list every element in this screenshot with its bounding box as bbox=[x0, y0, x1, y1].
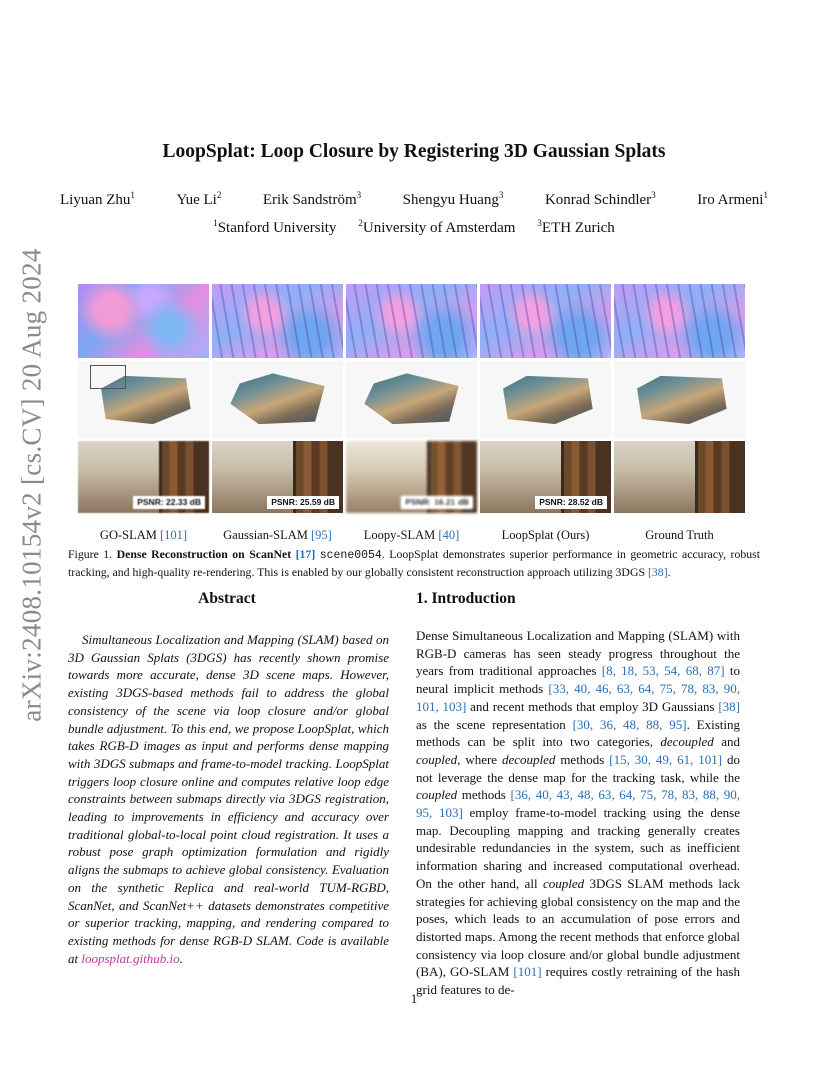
author: Konrad Schindler$^3$ bbox=[544, 190, 656, 208]
author: Yue Li$^2$ bbox=[176, 190, 222, 208]
affiliation-list bbox=[0, 220, 828, 237]
abstract-body: Simultaneous Localization and Mapping (SLAM) based on 3D Gaussian Splats (3DGS) has recently shown promise towards more accurate, dense 3D scene maps. However, existing 3DGS-based methods fail to address the global consistency of the scene via loop closure and/or global bundle adjustment. To this end, we propose LoopSplat, which takes RGB-D images as input and performs dense mapping with 3DGS submaps and frame-to-model tracking. LoopSplat triggers loop closure online and computes relative loop edge constraints between submaps directly via 3DGS registration, leading to improvements in efficiency and accuracy over traditional global-to-local point cloud registration. It uses a robust pose graph optimization formulation and rigidly aligns the submaps to achieve global consistency. Evaluation on the synthetic Replica and real-world TUM-RGBD, ScanNet, and ScanNet++ datasets demonstrates competitive or superior tracking, mapping, and rendering compared to existing methods for dense RGB-D SLAM. Code is available at loopsplat.github.io. bbox=[68, 632, 389, 966]
figure-caption: Figure 1. Dense Reconstruction on ScanNet [17] scene0054. LoopSplat demonstrates superior performance in geometric accuracy, robust tracking, and high-quality re-rendering. This is enabled by our globally consistent reconstruction approach utilizing 3DGS [38]. bbox=[68, 547, 761, 579]
column-label: LoopSplat (Ours) bbox=[501, 528, 590, 542]
author: Shengyu Huang$^3$ bbox=[402, 190, 504, 208]
normal-map-image bbox=[614, 284, 745, 358]
author-list bbox=[60, 192, 768, 209]
introduction-heading: 1. Introduction bbox=[416, 590, 516, 607]
column-label: Loopy-SLAM [40] bbox=[363, 528, 460, 542]
normal-map-image bbox=[212, 284, 343, 358]
author: Liyuan Zhu$^1$ bbox=[60, 190, 135, 208]
abstract-heading: Abstract bbox=[198, 590, 256, 607]
arxiv-identifier: arXiv:2408.10154v2 [cs.CV] 20 Aug 2024 bbox=[16, 248, 47, 722]
author: Erik Sandström$^3$ bbox=[262, 190, 362, 208]
column-label: GO-SLAM [101] bbox=[99, 528, 188, 542]
affiliation: $^2$University of Amsterdam bbox=[358, 218, 516, 236]
figure-column-labels bbox=[78, 528, 745, 543]
rgb-render-image bbox=[614, 441, 745, 513]
page-number: 1 bbox=[410, 991, 418, 1006]
psnr-label: PSNR: 22.33 dB bbox=[133, 496, 205, 509]
rgb-render-image bbox=[212, 441, 343, 513]
project-link[interactable]: loopsplat.github.io bbox=[81, 950, 180, 966]
rgb-render-image bbox=[480, 441, 611, 513]
mesh-image bbox=[78, 361, 209, 438]
affiliation: $^3$ETH Zurich bbox=[537, 218, 615, 236]
paper-title: LoopSplat: Loop Closure by Registering 3D Gaussian Splats bbox=[162, 141, 666, 162]
author: Iro Armeni$^1$ bbox=[697, 190, 768, 208]
psnr-label: PSNR: 25.59 dB bbox=[267, 496, 339, 509]
column-label: Ground Truth bbox=[645, 528, 714, 542]
mesh-reconstruction-row bbox=[78, 361, 745, 438]
mesh-image bbox=[614, 361, 745, 438]
normal-map-image bbox=[346, 284, 477, 358]
zoom-box bbox=[90, 365, 126, 389]
introduction-body: Dense Simultaneous Localization and Mapping (SLAM) with RGB-D cameras has seen steady progress throughout the years from traditional approaches [8, 18, 53, 54, 68, 87] to neural implicit methods [33, 40, 46, 63, 64, 75, 78, 83, 90, 101, 103] and recent methods that employ 3D Gaussians [38] as the scene representation [30, 36, 48, 88, 95]. Existing methods can be split into two categories, decoupled and coupled, where decoupled methods [15, 30, 49, 61, 101] do not leverage the dense map for the tracking task, while the coupled methods [36, 40, 43, 48, 63, 64, 75, 78, 83, 88, 90, 95, 103] employ frame-to-model tracking using the dense map. Decoupling mapping and tracking generally creates undesirable redundancies in the system, such as inefficient information sharing and increased computational overhead. On the other hand, all coupled 3DGS SLAM methods lack strategies for achieving global consistency on the map and the poses, which leads to an accumulation of pose errors and distorted maps. Among the recent methods that enforce global consistency via loop closure and/or global bundle adjustment (BA), GO-SLAM [101] requires costly retraining of the hash grid features to de- bbox=[416, 628, 740, 998]
normal-map-image bbox=[480, 284, 611, 358]
column-label: Gaussian-SLAM [95] bbox=[223, 528, 332, 542]
psnr-label: PSNR: 28.52 dB bbox=[535, 496, 607, 509]
mesh-image bbox=[480, 361, 611, 438]
normal-map-image bbox=[78, 284, 209, 358]
figure-1-image-grid bbox=[78, 284, 745, 516]
rgb-render-image bbox=[78, 441, 209, 513]
mesh-image bbox=[212, 361, 343, 438]
rgb-render-image bbox=[346, 441, 477, 513]
mesh-image bbox=[346, 361, 477, 438]
normal-map-row bbox=[78, 284, 745, 358]
psnr-label: PSNR: 16.21 dB bbox=[401, 496, 473, 509]
rgb-render-row bbox=[78, 441, 745, 513]
affiliation: $^1$Stanford University bbox=[213, 218, 337, 236]
